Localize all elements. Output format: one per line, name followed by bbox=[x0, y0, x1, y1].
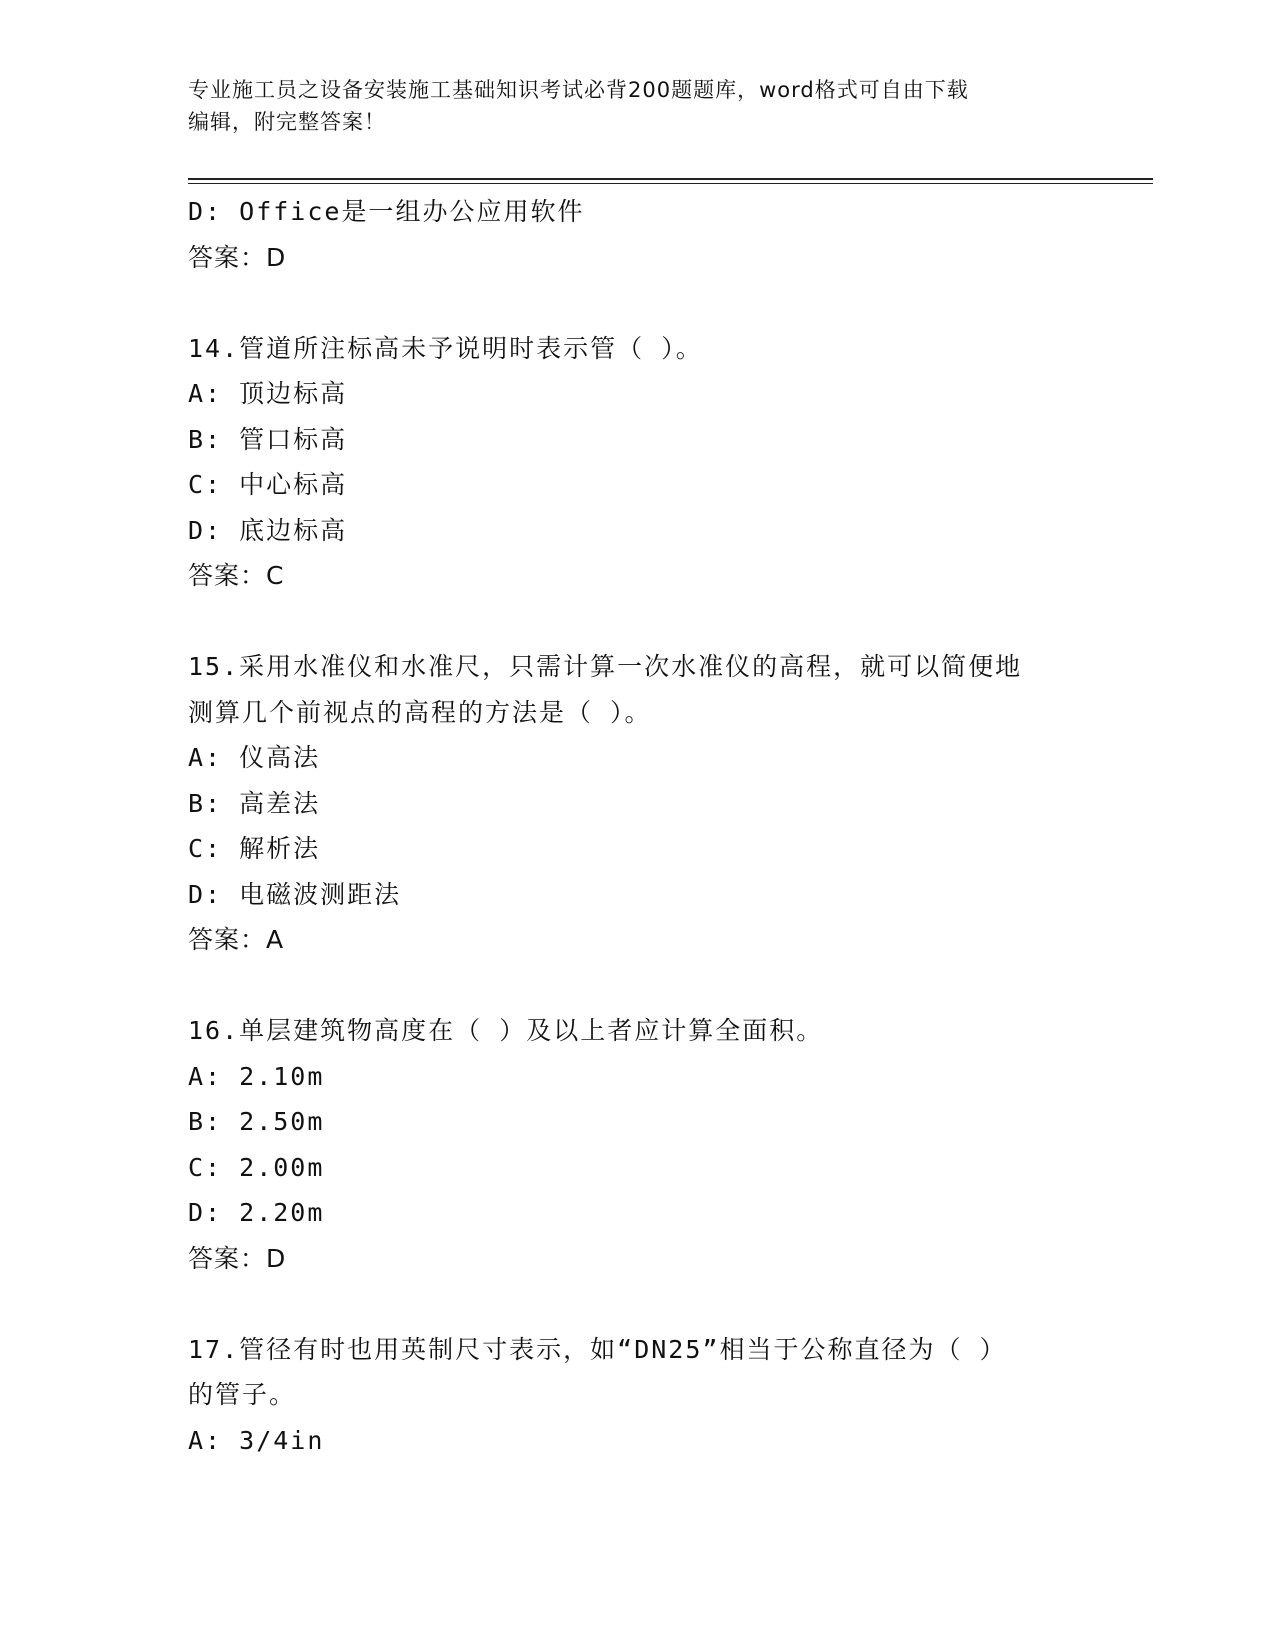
option-b: B: 2.50m bbox=[188, 1107, 325, 1136]
question-17 bbox=[188, 1327, 1088, 1464]
question-stem: 17.管径有时也用英制尺寸表示，如“DN25”相当于公称直径为（ ） bbox=[188, 1334, 1007, 1364]
header-line-1: 专业施工员之设备安装施工基础知识考试必背200题题库，word格式可自由下载 bbox=[188, 78, 969, 102]
spacer bbox=[188, 1281, 1088, 1327]
spacer bbox=[188, 599, 1088, 645]
header-line-2: 编辑，附完整答案！ bbox=[188, 110, 386, 134]
option-a: A: 顶边标高 bbox=[188, 379, 348, 408]
option-a: A: 仪高法 bbox=[188, 743, 321, 772]
option-d: D: 底边标高 bbox=[188, 515, 348, 545]
question-16 bbox=[188, 1008, 1088, 1281]
option-c: C: 2.00m bbox=[188, 1152, 325, 1182]
question-stem: 16.单层建筑物高度在（ ）及以上者应计算全面积。 bbox=[188, 1016, 824, 1045]
option-d: D: 2.20m bbox=[188, 1198, 325, 1227]
answer: 答案：D bbox=[188, 1243, 287, 1273]
option-a: A: 3/4in bbox=[188, 1425, 325, 1455]
option-b: B: 管口标高 bbox=[188, 424, 348, 454]
option-c: C: 解析法 bbox=[188, 834, 321, 863]
question-stem-cont: 的管子。 bbox=[188, 1380, 297, 1409]
question-stem: 14.管道所注标高未予说明时表示管（ ）。 bbox=[188, 333, 703, 363]
question-stem-cont: 测算几个前视点的高程的方法是（ ）。 bbox=[188, 697, 652, 727]
spacer bbox=[188, 963, 1088, 1009]
document-header bbox=[188, 74, 1088, 138]
option-d: D: 电磁波测距法 bbox=[188, 879, 402, 909]
question-stem: 15.采用水准仪和水准尺，只需计算一次水准仪的高程，就可以简便地 bbox=[188, 652, 1023, 681]
header-rule-thick bbox=[188, 178, 1153, 180]
question-14 bbox=[188, 326, 1088, 599]
document-body bbox=[188, 189, 1088, 1463]
option-c: C: 中心标高 bbox=[188, 470, 348, 499]
option-a: A: 2.10m bbox=[188, 1061, 325, 1091]
spacer bbox=[188, 280, 1088, 326]
answer: 答案：A bbox=[188, 925, 285, 954]
option-b: B: 高差法 bbox=[188, 788, 321, 818]
header-rule-thin bbox=[188, 183, 1153, 184]
prev-option-d: D: Office是一组办公应用软件 bbox=[188, 197, 585, 226]
prev-answer: 答案：D bbox=[188, 242, 287, 272]
answer: 答案：C bbox=[188, 561, 285, 590]
question-15 bbox=[188, 644, 1088, 963]
